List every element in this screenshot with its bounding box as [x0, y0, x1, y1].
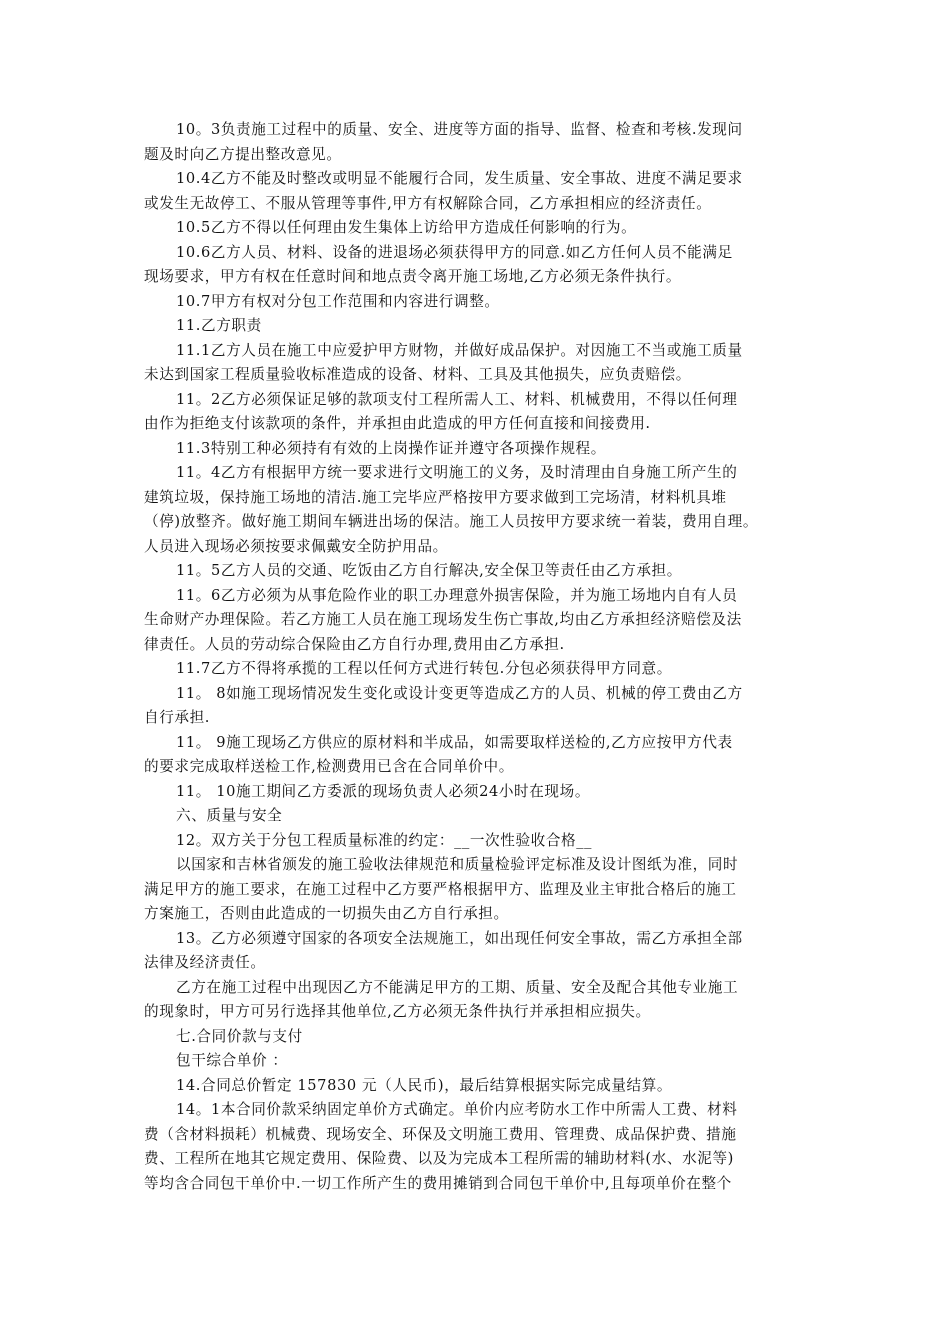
paragraph	[0, 682, 950, 731]
paragraph	[0, 559, 950, 584]
document-body	[0, 118, 950, 1196]
text-line: 题及时向乙方提出整改意见。	[144, 145, 342, 163]
paragraph	[0, 853, 950, 927]
text-line: 现场要求，甲方有权在任意时间和地点责令离开施工场地,乙方必须无条件执行。	[144, 268, 682, 285]
text-line: 11.3特别工种必须持有有效的上岗操作证并遵守各项操作规程。	[176, 439, 606, 457]
text-line: 11.乙方职责	[176, 317, 262, 334]
paragraph	[0, 976, 950, 1025]
text-line: 11。5乙方人员的交通、吃饭由乙方自行解决,安全保卫等责任由乙方承担。	[176, 562, 682, 579]
text-line: 建筑垃圾，保持施工场地的清洁.施工完毕应严格按甲方要求做到工完场清，材料机具堆	[144, 488, 727, 506]
text-line: 11。 10施工期间乙方委派的现场负责人必须24小时在现场。	[176, 782, 591, 800]
text-line: 等均含合同包干单价中.一切工作所产生的费用摊销到合同包干单价中,且每项单价在整个	[144, 1174, 732, 1192]
paragraph	[0, 780, 950, 805]
paragraph	[0, 1098, 950, 1196]
text-line: 14.合同总价暂定 157830 元（人民币)，最后结算根据实际完成量结算。	[176, 1076, 673, 1094]
text-line: 的要求完成取样送检工作,检测费用已含在合同单价中。	[144, 758, 514, 775]
text-line: 方案施工，否则由此造成的一切损失由乙方自行承担。	[144, 905, 509, 922]
paragraph	[0, 118, 950, 167]
paragraph	[0, 388, 950, 437]
text-line: 包干综合单价 ：	[176, 1052, 288, 1069]
paragraph	[0, 437, 950, 462]
text-line: 10.5乙方不得以任何理由发生集体上访给甲方造成任何影响的行为。	[176, 219, 637, 236]
paragraph	[0, 167, 950, 216]
paragraph	[0, 584, 950, 658]
text-line: 11.7乙方不得将承揽的工程以任何方式进行转包.分包必须获得甲方同意。	[176, 660, 672, 677]
text-line: 费、工程所在地其它规定费用、保险费、以及为完成本工程所需的辅助材料(水、水泥等)	[144, 1150, 734, 1167]
paragraph	[0, 241, 950, 290]
paragraph	[0, 927, 950, 976]
paragraph	[0, 657, 950, 682]
paragraph	[0, 339, 950, 388]
text-line: 七.合同价款与支付	[176, 1027, 303, 1045]
text-line: 11。4乙方有根据甲方统一要求进行文明施工的义务，及时清理由自身施工所产生的	[176, 464, 738, 481]
text-line: 由作为拒绝支付该款项的条件，并承担由此造成的甲方任何直接和间接费用.	[144, 415, 651, 432]
paragraph	[0, 731, 950, 780]
text-line: 10。3负责施工过程中的质量、安全、进度等方面的指导、监督、检查和考核.发现问	[176, 121, 743, 138]
paragraph	[0, 314, 950, 339]
text-line: 的现象时，甲方可另行选择其他单位,乙方必须无条件执行并承担相应损失。	[144, 1003, 651, 1020]
paragraph	[0, 829, 950, 854]
text-line: 法律及经济责任。	[144, 954, 266, 971]
text-line: 律责任。人员的劳动综合保险由乙方自行办理,费用由乙方承担.	[144, 635, 565, 653]
text-line: 乙方在施工过程中出现因乙方不能满足甲方的工期、质量、安全及配合其他专业施工	[176, 978, 739, 996]
text-line: 10.7甲方有权对分包工作范围和内容进行调整。	[176, 292, 500, 310]
text-line: 11。6乙方必须为从事危险作业的职工办理意外损害保险，并为施工场地内自有人员	[176, 586, 738, 604]
text-line: 六、质量与安全	[176, 807, 283, 824]
text-line: 或发生无故停工、不服从管理等事件,甲方有权解除合同，乙方承担相应的经济责任。	[144, 194, 712, 212]
paragraph	[0, 1049, 950, 1074]
text-line: 费（含材料损耗）机械费、现场安全、环保及文明施工费用、管理费、成品保护费、措施	[144, 1125, 737, 1143]
text-line: 11。 8如施工现场情况发生变化或设计变更等造成乙方的人员、机械的停工费由乙方	[176, 684, 743, 702]
text-line: 11。 9施工现场乙方供应的原材料和半成品，如需要取样送检的,乙方应按甲方代表	[176, 733, 733, 751]
text-line: 生命财产办理保险。若乙方施工人员在施工现场发生伤亡事故,均由乙方承担经济赔偿及法	[144, 611, 742, 628]
paragraph	[0, 216, 950, 241]
text-line: （停)放整齐。做好施工期间车辆进出场的保洁。施工人员按甲方要求统一着装，费用自理。	[144, 513, 759, 530]
text-line: 10.6乙方人员、材料、设备的进退场必须获得甲方的同意.如乙方任何人员不能满足	[176, 243, 733, 261]
text-line: 11.1乙方人员在施工中应爱护甲方财物，并做好成品保护。对因施工不当或施工质量	[176, 341, 743, 359]
paragraph	[0, 804, 950, 829]
text-line: 12。双方关于分包工程质量标准的约定：__一次性验收合格__	[176, 831, 593, 849]
text-line: 13。乙方必须遵守国家的各项安全法规施工，如出现任何安全事故，需乙方承担全部	[176, 929, 743, 947]
text-line: 未达到国家工程质量验收标准造成的设备、材料、工具及其他损失，应负责赔偿。	[144, 366, 691, 383]
paragraph	[0, 1025, 950, 1050]
text-line: 自行承担.	[144, 709, 211, 726]
text-line: 人员进入现场必须按要求佩戴安全防护用品。	[144, 537, 448, 555]
text-line: 14。1本合同价款采纳固定单价方式确定。单价内应考防水工作中所需人工费、材料	[176, 1101, 738, 1118]
text-line: 满足甲方的施工要求，在施工过程中乙方要严格根据甲方、监理及业主审批合格后的施工	[144, 880, 737, 898]
text-line: 10.4乙方不能及时整改或明显不能履行合同，发生质量、安全事故、进度不满足要求	[176, 170, 743, 187]
paragraph	[0, 461, 950, 559]
paragraph	[0, 290, 950, 315]
text-line: 11。2乙方必须保证足够的款项支付工程所需人工、材料、机械费用，不得以任何理	[176, 390, 738, 408]
text-line: 以国家和吉林省颁发的施工验收法律规范和质量检验评定标准及设计图纸为准，同时	[176, 856, 739, 873]
paragraph	[0, 1074, 950, 1099]
